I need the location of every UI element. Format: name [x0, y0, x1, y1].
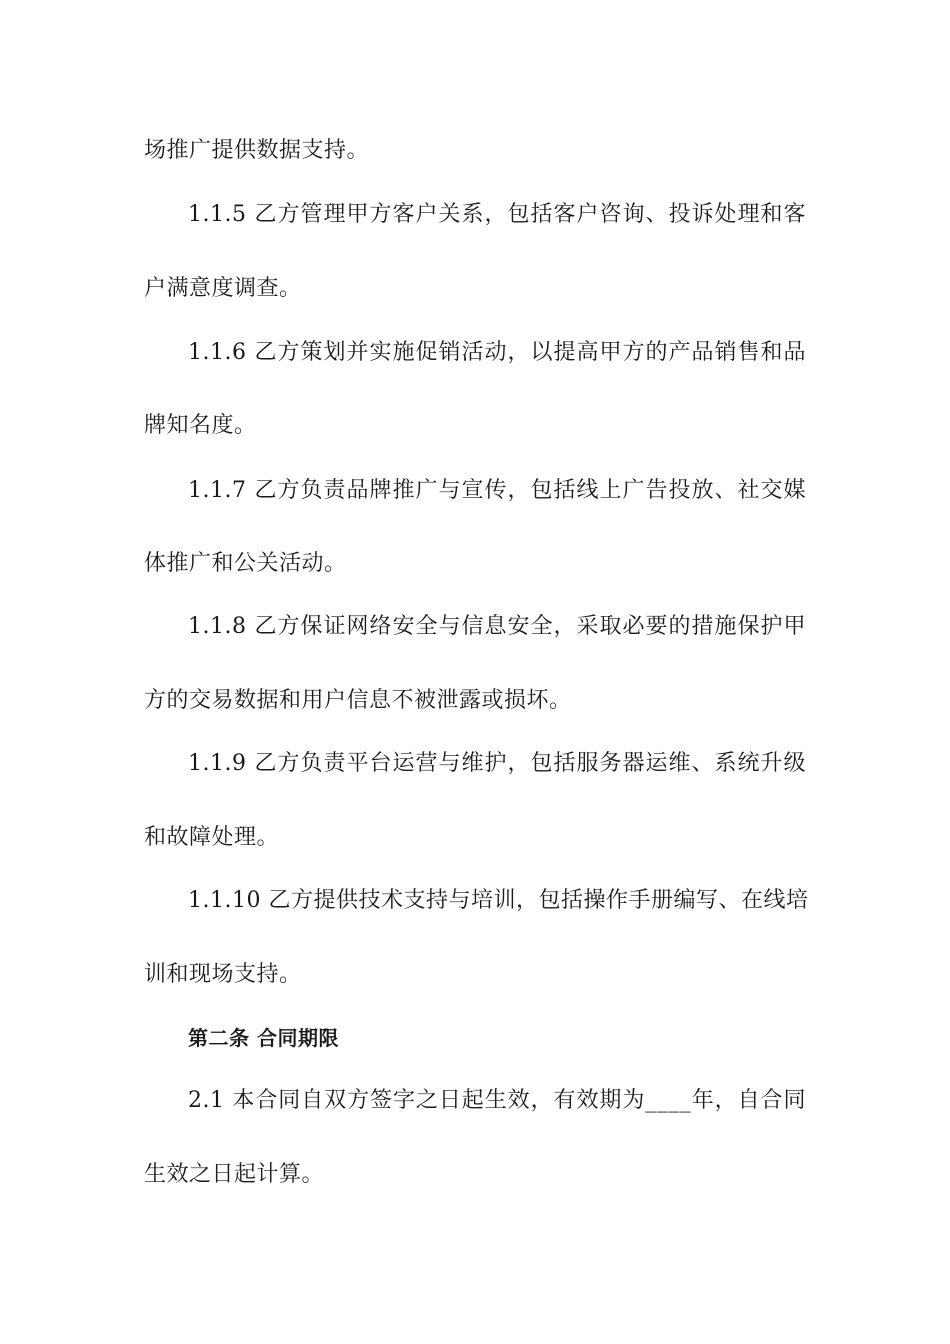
- clause-2-1: 2.1 本合同自双方签字之日起生效，有效期为____年，自合同: [188, 1088, 806, 1113]
- paragraph-line: 体推广和公关活动。: [144, 551, 347, 576]
- paragraph-line: 和故障处理。: [144, 825, 280, 850]
- clause-1-1-6: 1.1.6 乙方策划并实施促销活动，以提高甲方的产品销售和品: [188, 340, 806, 365]
- clause-1-1-9: 1.1.9 乙方负责平台运营与维护，包括服务器运维、系统升级: [188, 751, 806, 776]
- paragraph-line: 户满意度调查。: [144, 276, 302, 301]
- paragraph-line: 生效之日起计算。: [144, 1162, 325, 1187]
- paragraph-line: 方的交易数据和用户信息不被泄露或损坏。: [144, 688, 572, 713]
- clause-1-1-5: 1.1.5 乙方管理甲方客户关系，包括客户咨询、投诉处理和客: [188, 202, 806, 227]
- paragraph-line: 场推广提供数据支持。: [144, 138, 370, 163]
- clause-1-1-8: 1.1.8 乙方保证网络安全与信息安全，采取必要的措施保护甲: [188, 614, 806, 639]
- clause-1-1-7: 1.1.7 乙方负责品牌推广与宣传，包括线上广告投放、社交媒: [188, 478, 806, 503]
- paragraph-line: 牌知名度。: [144, 413, 257, 438]
- paragraph-line: 训和现场支持。: [144, 962, 302, 987]
- section-heading: 第二条 合同期限: [188, 1026, 339, 1050]
- clause-1-1-10: 1.1.10 乙方提供技术支持与培训，包括操作手册编写、在线培: [188, 888, 809, 913]
